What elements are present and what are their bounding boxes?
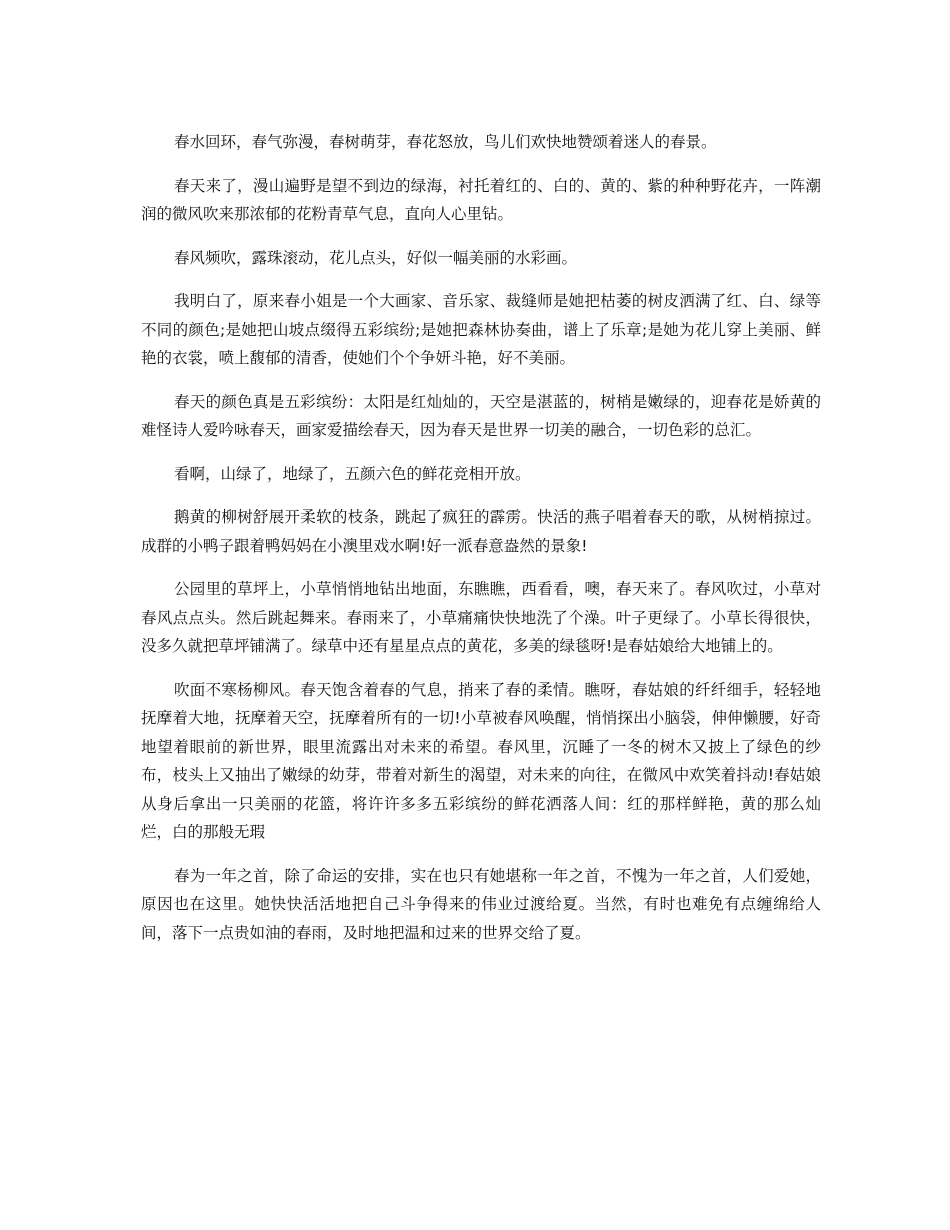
paragraph: 我明白了，原来春小姐是一个大画家、音乐家、裁缝师是她把枯萎的树皮洒满了红、白、绿等不同的颜色;是她把山坡点缀得五彩缤纷;是她把森林协奏曲，谱上了乐章;是她为花儿穿上美丽、鲜艳的衣裳，喷上馥郁的清香，使她们个个争妍斗艳，好不美丽。 — [141, 292, 821, 367]
paragraph: 吹面不寒杨柳风。春天饱含着春的气息，捎来了春的柔情。瞧呀，春姑娘的纤纤细手，轻轻地抚摩着大地，抚摩着天空，抚摩着所有的一切!小草被春风唤醒，悄悄探出小脑袋，伸伸懒腰，好奇地望着眼前的新世界，眼里流露出对未来的希望。春风里，沉睡了一冬的树木又披上了绿色的纱布，枝头上又抽出了嫩绿的幼芽，带着对新生的渴望，对未来的向往，在微风中欢笑着抖动!春姑娘从身后拿出一只美丽的花篮，将许许多多五彩缤纷的鲜花洒落人间：红的那样鲜艳，黄的那么灿烂，白的那般无瑕 — [141, 680, 821, 841]
paragraph: 看啊，山绿了，地绿了，五颜六色的鲜花竞相开放。 — [174, 464, 531, 483]
paragraph: 鹅黄的柳树舒展开柔软的枝条，跳起了疯狂的霹雳。快活的燕子唱着春天的歌，从树梢掠过。成群的小鸭子跟着鸭妈妈在小澳里戏水啊!好一派春意盎然的景象! — [141, 508, 821, 555]
paragraph: 春水回环，春气弥漫，春树萌芽，春花怒放，鸟儿们欢快地赞颂着迷人的春景。 — [174, 133, 717, 151]
paragraph: 春天来了，漫山遍野是望不到边的绿海，衬托着红的、白的、黄的、紫的种种野花卉，一阵潮润的微风吹来那浓郁的花粉青草气息，直向人心里钻。 — [141, 176, 821, 223]
paragraph: 春风频吹，露珠滚动，花儿点头，好似一幅美丽的水彩画。 — [174, 248, 578, 267]
document-body — [141, 128, 821, 947]
paragraph: 公园里的草坪上，小草悄悄地钻出地面，东瞧瞧，西看看，噢，春天来了。春风吹过，小草对春风点点头。然后跳起舞来。春雨来了，小草痛痛快快地洗了个澡。叶子更绿了。小草长得很快，没多久就把草坪铺满了。绿草中还有星星点点的黄花，多美的绿毯呀!是春姑娘给大地铺上的。 — [141, 580, 821, 655]
paragraph: 春天的颜色真是五彩缤纷：太阳是红灿灿的，天空是湛蓝的，树梢是嫩绿的，迎春花是娇黄的难怪诗人爱吟咏春天，画家爱描绘春天，因为春天是世界一切美的融合，一切色彩的总汇。 — [141, 392, 821, 439]
paragraph: 春为一年之首，除了命运的安排，实在也只有她堪称一年之首，不愧为一年之首，人们爱她，原因也在这里。她快快活活地把自己斗争得来的伟业过渡给夏。当然，有时也难免有点缠绵给人间，落下一点贵如油的春雨，及时地把温和过来的世界交给了夏。 — [141, 866, 821, 942]
